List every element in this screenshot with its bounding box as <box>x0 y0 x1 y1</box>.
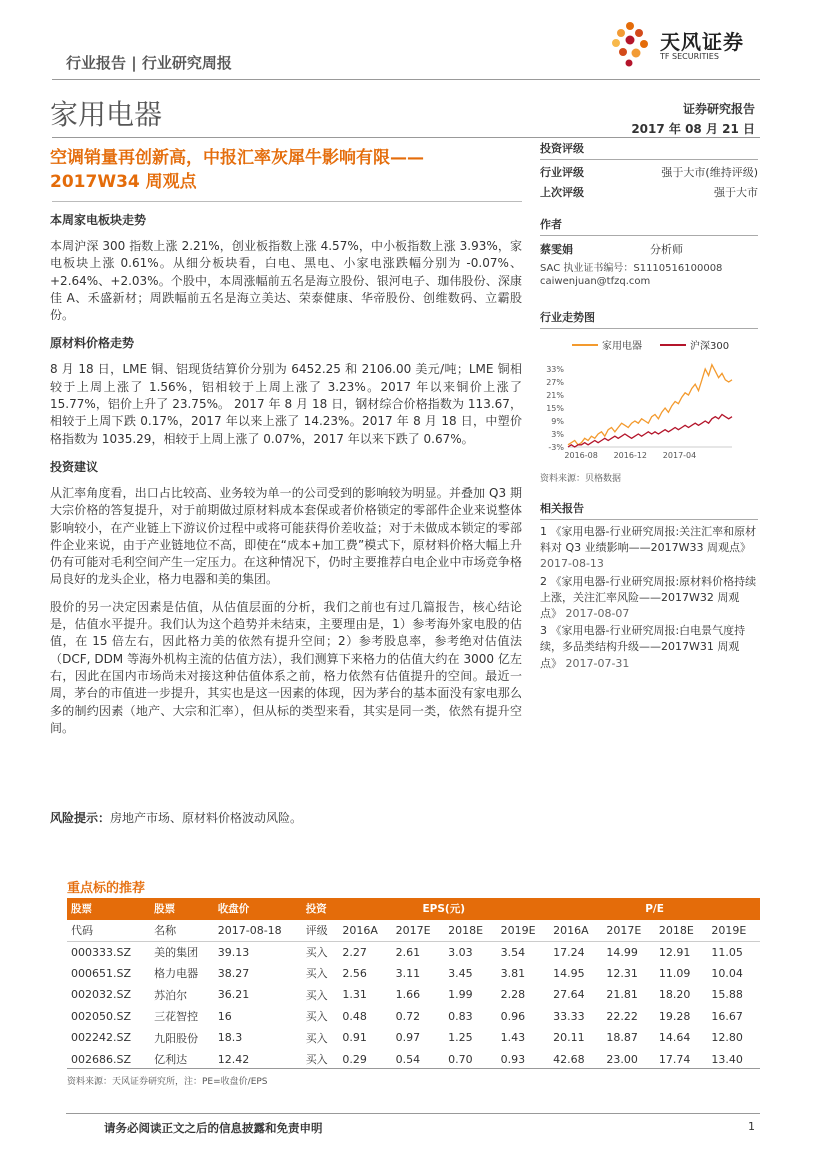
table-cell: 1.99 <box>448 988 473 1002</box>
rating-prev-row <box>540 184 758 200</box>
report-type: 证券研究报告 <box>682 102 755 116</box>
table-cell: 买入 <box>305 1053 328 1067</box>
header-divider <box>52 79 760 80</box>
table-cell: 12.91 <box>658 945 691 959</box>
table-cell: 0.29 <box>342 1052 367 1066</box>
legend-label: 家用电器 <box>602 341 642 352</box>
table-cell: 002032.SZ <box>71 988 132 1002</box>
related-item-text: 3 《家用电器-行业研究周报:白电景气度持续，多品类结构升级——2017W31 周观点》 <box>540 624 746 670</box>
table-cell: 36.21 <box>217 988 250 1002</box>
section-text-weekly: 本周沪深 300 指数上涨 2.21%，创业板指数上涨 4.57%，中小板指数上涨 3.93%，家电板块上涨 0.61%。从细分板块看，白电、黑电、小家电涨跌幅分别为 -0.07%、+2.64%、+2.03%。个股中，本周涨幅前五名是海立股份、银河电子、珈伟股份、深康佳 A、禾盛新材；周跌幅前五名是海立美达、荣泰健康、华帝股份、创维数码、立霸股份。 <box>50 239 522 323</box>
legend-label: 沪深300 <box>690 341 730 352</box>
report-title-line2: 2017W34 周观点 <box>50 172 197 192</box>
table-row <box>67 1027 760 1049</box>
picks-table-wrap <box>67 898 760 1070</box>
section-text-materials: 8 月 18 日，LME 铜、铝现货结算价分别为 6452.25 和 2106.00 美元/吨；LME 铜相较于上周上涨了 1.56%，铝相较于上周上涨了 3.23%。2017 年以来铜价上涨了 15.77%，铝价上升了 23.75%。 2017 年 8 月 18 日，钢材综合价格指数为 113.67，相较于上周下跌 0.17%，2017 年以来上涨了 14.23%。2017 年 8 月 18 日，中塑价格指数为 1035.29，相较于上周上涨了 0.07%，2017 年以来下跌了 0.67%。 <box>50 362 522 446</box>
table-cell: 12.31 <box>606 966 638 980</box>
industry-divider <box>52 137 760 138</box>
table-cell: 002050.SZ <box>71 1009 132 1023</box>
related-item-date: 2017-08-07 <box>565 607 630 621</box>
footer-disclaimer: 请务必阅读正文之后的信息披露和免责申明 <box>104 1121 323 1135</box>
table-cell: 1.43 <box>500 1031 526 1045</box>
table-cell: 3.81 <box>500 966 526 980</box>
table-cell: 11.09 <box>658 966 691 980</box>
main-column <box>50 211 522 737</box>
table-cell: 16 <box>217 1009 232 1023</box>
picks-sub-cell: 2019E <box>500 923 536 937</box>
table-cell: 0.72 <box>395 1009 421 1023</box>
section-heading-materials: 原材料价格走势 <box>50 336 135 351</box>
related-heading: 相关报告 <box>540 500 758 520</box>
author-name-row <box>540 241 758 257</box>
y-tick-label: -3% <box>548 443 564 452</box>
picks-header-top <box>67 898 760 920</box>
y-tick-label: 3% <box>551 430 564 439</box>
table-cell: 三花智控 <box>154 1010 199 1024</box>
x-tick-label: 2016-08 <box>564 451 598 460</box>
table-cell: 0.91 <box>342 1031 367 1045</box>
table-row <box>67 984 760 1006</box>
table-cell: 苏泊尔 <box>154 988 188 1002</box>
x-tick-label: 2017-04 <box>662 451 697 460</box>
table-cell: 12.80 <box>711 1031 743 1045</box>
table-cell: 19.28 <box>658 1009 691 1023</box>
y-tick-label: 21% <box>546 391 564 400</box>
table-cell: 22.22 <box>606 1009 638 1023</box>
picks-body <box>67 941 760 1070</box>
table-cell: 0.54 <box>395 1052 421 1066</box>
picks-sub-cell: 代码 <box>71 924 93 937</box>
table-cell: 000651.SZ <box>71 966 132 980</box>
picks-th-code: 股票 <box>67 898 150 920</box>
table-cell: 买入 <box>305 946 328 959</box>
picks-th-name: 股票 <box>150 898 214 920</box>
table-cell: 18.87 <box>606 1031 638 1045</box>
related-item-text: 1 《家用电器-行业研究周报:关注汇率和原材料对 Q3 业绩影响——2017W33 周观点》 <box>540 525 757 555</box>
report-category: 行业报告 | 行业研究周报 <box>66 54 232 72</box>
report-title <box>50 146 530 194</box>
picks-th-eps: EPS(元) <box>338 898 549 920</box>
picks-sub-cell: 评级 <box>305 924 328 937</box>
report-title-line1: 空调销量再创新高，中报汇率灰犀牛影响有限—— <box>50 148 424 168</box>
risk-note <box>50 809 302 826</box>
trend-source: 资料来源：贝格数据 <box>540 474 622 484</box>
y-tick-label: 33% <box>546 365 564 374</box>
logo-text-cn: 天风证券 <box>660 30 744 54</box>
table-cell: 42.68 <box>553 1052 585 1066</box>
table-cell: 16.67 <box>711 1009 743 1023</box>
table-cell: 0.97 <box>395 1031 421 1045</box>
rating-industry-row <box>540 164 758 180</box>
section-heading-weekly: 本周家电板块走势 <box>50 213 147 227</box>
picks-table <box>67 898 760 1070</box>
table-row <box>67 963 760 985</box>
author-name: 蔡雯娟 <box>540 243 573 256</box>
table-cell: 2.56 <box>342 966 367 980</box>
table-cell: 3.11 <box>395 966 421 980</box>
risk-label: 风险提示： <box>50 811 111 825</box>
picks-sub-cell: 2017-08-18 <box>217 923 282 937</box>
table-cell: 002686.SZ <box>71 1052 132 1066</box>
table-cell: 2.28 <box>500 988 526 1002</box>
table-cell: 27.64 <box>553 988 585 1002</box>
company-logo <box>610 20 760 70</box>
table-cell: 12.42 <box>217 1052 250 1066</box>
table-cell: 20.11 <box>553 1031 585 1045</box>
related-list <box>540 524 758 672</box>
table-row <box>67 1006 760 1028</box>
table-cell: 买入 <box>305 988 328 1002</box>
table-cell: 17.24 <box>553 945 585 959</box>
table-cell: 亿利达 <box>154 1053 188 1067</box>
rating-prev-label: 上次评级 <box>540 186 584 199</box>
table-cell: 39.13 <box>217 945 250 959</box>
section-heading-advice: 投资建议 <box>50 459 99 474</box>
logo-text-en: TF SECURITIES <box>660 52 719 61</box>
table-cell: 14.64 <box>658 1031 691 1045</box>
table-cell: 格力电器 <box>154 967 199 981</box>
author-cert: SAC 执业证书编号：S1110516100008 <box>540 263 723 274</box>
table-row <box>67 941 760 963</box>
x-tick-label: 2016-12 <box>613 451 648 460</box>
picks-source: 资料来源：天风证券研究所，注：PE=收盘价/EPS <box>67 1077 268 1087</box>
picks-sub-cell: 2017E <box>606 923 642 937</box>
table-cell: 买入 <box>305 1031 328 1045</box>
rating-heading: 投资评级 <box>540 140 758 160</box>
picks-th-rating: 投资 <box>302 898 339 920</box>
table-cell: 2.27 <box>342 945 367 959</box>
related-item[interactable] <box>540 623 758 672</box>
picks-heading: 重点标的推荐 <box>67 881 146 896</box>
table-cell: 买入 <box>305 967 328 981</box>
related-item-date: 2017-08-13 <box>540 557 604 571</box>
related-item-text: 2 《家用电器-行业研究周报:原材料价格持续上涨，关注汇率风险——2017W32 周观点》 <box>540 574 757 621</box>
y-tick-label: 9% <box>551 417 564 426</box>
table-cell: 3.03 <box>448 945 473 959</box>
table-cell: 21.81 <box>606 988 638 1002</box>
picks-sub-cell: 2018E <box>658 923 694 937</box>
table-cell: 17.74 <box>658 1052 691 1066</box>
table-cell: 11.05 <box>711 945 743 959</box>
author-role: 分析师 <box>650 243 683 256</box>
author-email[interactable]: caiwenjuan@tfzq.com <box>540 276 651 287</box>
table-row <box>67 1049 760 1071</box>
y-tick-label: 27% <box>546 378 564 387</box>
table-cell: 美的集团 <box>154 946 199 959</box>
table-cell: 0.93 <box>500 1052 526 1066</box>
table-cell: 18.20 <box>658 988 691 1002</box>
table-cell: 3.45 <box>448 966 473 980</box>
trend-chart <box>540 333 758 465</box>
picks-sub-cell: 2016A <box>553 923 589 937</box>
table-cell: 1.66 <box>395 988 421 1002</box>
y-tick-label: 15% <box>546 404 564 413</box>
title-divider <box>52 201 522 202</box>
section-text-valuation: 股价的另一决定因素是估值，从估值层面的分析，我们之前也有过几篇报告，核心结论是，估值水平提升。我们认为这个趋势并未结束，主要理由是，1）参考海外家电股的估值，在 15 倍左右，因此格力美的依然有提升空间；2）参考股息率，参考绝对估值法（DCF, DDM 等海外机构主流的估值方法），我们测算下来格力的估值大约在 3000 亿左右，因此在国内市场尚未对接这种估值体系之前，格力依然有估值提升的空间。最近一周，茅台的市值进一步提升，其实也是这一因素的体现，因为茅台的基本面没有家电那么多的制约因素（地产、大宗和汇率），但从标的类型来看，其实是同一类，依然有提升空间。 <box>50 599 522 735</box>
table-cell: 0.70 <box>448 1052 473 1066</box>
section-text-advice: 从汇率角度看，出口占比较高、业务较为单一的公司受到的影响较为明显。并叠加 Q3 期大宗价格的答复提升，对于前期做过原材料成本套保或者价格锁定的零部件企业来说整体影响较小，在产业链上下游议价过程中或将可能获得价差收益；对于未做成本锁定的零部件企业来说，由于产业链地位不高，即使在“成本+加工费”模式下，原材料价格大幅上升仍有可能对毛利空间产生一定压力。在这种情况下，仍时主要推荐白电企业中市场竞争格局良好的龙头企业，格力电器和美的集团。 <box>50 485 522 587</box>
picks-sub-cell: 2018E <box>448 923 484 937</box>
table-cell: 33.33 <box>553 1009 585 1023</box>
table-cell: 3.54 <box>500 945 526 959</box>
picks-sub-cell: 2016A <box>342 923 378 937</box>
picks-header-sub <box>67 920 760 942</box>
rating-industry-label: 行业评级 <box>540 166 584 179</box>
table-cell: 0.83 <box>448 1009 473 1023</box>
industry-name: 家用电器 <box>50 98 163 131</box>
risk-text: 房地产市场、原材料价格波动风险。 <box>110 811 303 825</box>
table-cell: 0.48 <box>342 1009 367 1023</box>
author-heading: 作者 <box>540 216 758 236</box>
related-item[interactable] <box>540 524 758 573</box>
sidebar <box>540 140 758 673</box>
table-cell: 002242.SZ <box>71 1031 132 1045</box>
table-cell: 18.3 <box>217 1031 243 1045</box>
table-cell: 2.61 <box>395 945 421 959</box>
table-cell: 15.88 <box>711 988 743 1002</box>
table-cell: 000333.SZ <box>71 945 132 959</box>
table-cell: 1.25 <box>448 1031 473 1045</box>
picks-sub-cell: 2017E <box>395 923 431 937</box>
table-cell: 1.31 <box>342 988 367 1002</box>
table-cell: 14.99 <box>606 945 638 959</box>
table-cell: 23.00 <box>606 1052 638 1066</box>
table-cell: 0.96 <box>500 1009 526 1023</box>
report-date: 2017 年 08 月 21 日 <box>631 122 755 136</box>
picks-th-pe: P/E <box>549 898 760 920</box>
footer-divider <box>66 1113 760 1114</box>
rating-prev-value: 强于大市 <box>714 186 758 199</box>
picks-bottom-divider <box>67 1068 760 1069</box>
table-cell: 13.40 <box>711 1052 743 1066</box>
table-cell: 九阳股份 <box>154 1031 199 1045</box>
table-cell: 10.04 <box>711 966 743 980</box>
rating-industry-value: 强于大市(维持评级) <box>661 166 758 179</box>
logo-mark-icon <box>610 20 656 68</box>
table-cell: 买入 <box>305 1010 328 1024</box>
picks-sub-cell: 2019E <box>711 923 747 937</box>
picks-sub-cell: 名称 <box>154 924 177 937</box>
related-item[interactable] <box>540 574 758 623</box>
table-cell: 14.95 <box>553 966 585 980</box>
related-item-date: 2017-07-31 <box>565 656 630 670</box>
picks-th-price: 收盘价 <box>214 898 302 920</box>
trend-heading: 行业走势图 <box>540 309 758 329</box>
page-number: 1 <box>748 1120 755 1133</box>
table-cell: 38.27 <box>217 966 250 980</box>
